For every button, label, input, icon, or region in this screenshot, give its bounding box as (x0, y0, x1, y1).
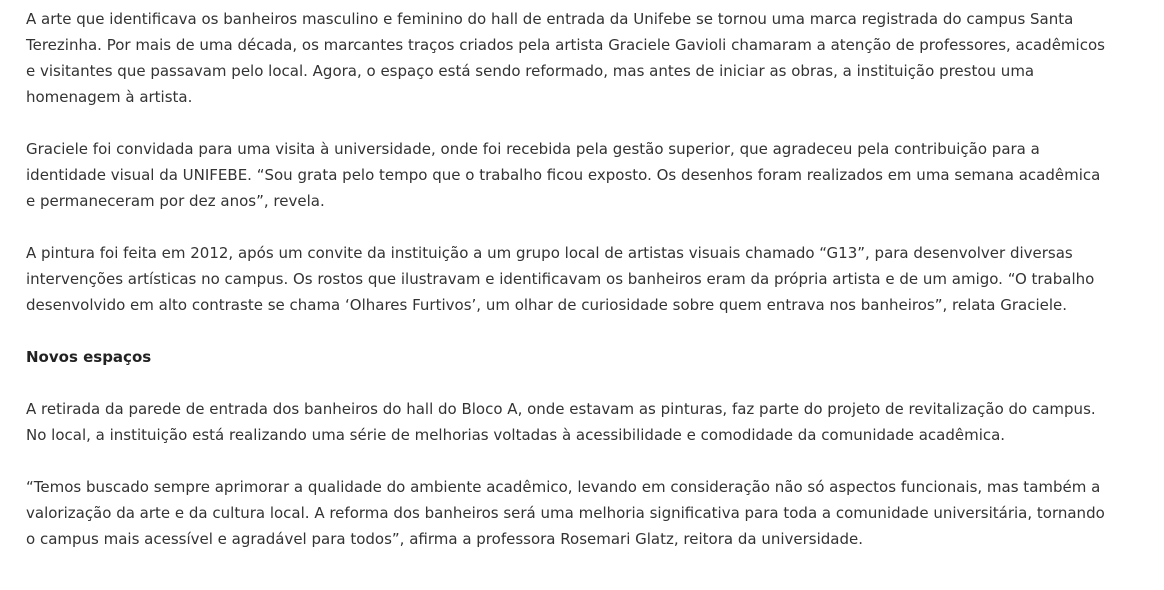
article-paragraph: A retirada da parede de entrada dos banheiros do hall do Bloco A, onde estavam as pinturas, faz parte do projeto de revitalização do campus. No local, a instituição está realizando uma série de melhorias voltadas à acessibilidade e comodidade da comunidade acadêmica. (26, 400, 1096, 444)
article-paragraph: A pintura foi feita em 2012, após um convite da instituição a um grupo local de artistas visuais chamado “G13”, para desenvolver diversas intervenções artísticas no campus. Os rostos que ilustravam e identificavam os banheiros eram da própria artista e de um amigo. “O trabalho desenvolvido em alto contraste se chama ‘Olhares Furtivos’, um olhar de curiosidade sobre quem entrava nos banheiros”, relata Graciele. (26, 244, 1095, 314)
article-body (26, 6, 1106, 578)
article-paragraph: A arte que identificava os banheiros masculino e feminino do hall de entrada da Unifebe se tornou uma marca registrada do campus Santa Terezinha. Por mais de uma década, os marcantes traços criados pela artista Graciele Gavioli chamaram a atenção de professores, acadêmicos e visitantes que passavam pelo local. Agora, o espaço está sendo reformado, mas antes de iniciar as obras, a instituição prestou uma homenagem à artista. (26, 10, 1105, 106)
article-paragraph: Graciele foi convidada para uma visita à universidade, onde foi recebida pela gestão superior, que agradeceu pela contribuição para a identidade visual da UNIFEBE. “Sou grata pelo tempo que o trabalho ficou exposto. Os desenhos foram realizados em uma semana acadêmica e permaneceram por dez anos”, revela. (26, 140, 1101, 210)
article-paragraph: “Temos buscado sempre aprimorar a qualidade do ambiente acadêmico, levando em consideração não só aspectos funcionais, mas também a valorização da arte e da cultura local. A reforma dos banheiros será uma melhoria significativa para toda a comunidade universitária, tornando o campus mais acessível e agradável para todos”, afirma a professora Rosemari Glatz, reitora da universidade. (26, 478, 1105, 548)
article-subheading: Novos espaços (26, 348, 152, 366)
